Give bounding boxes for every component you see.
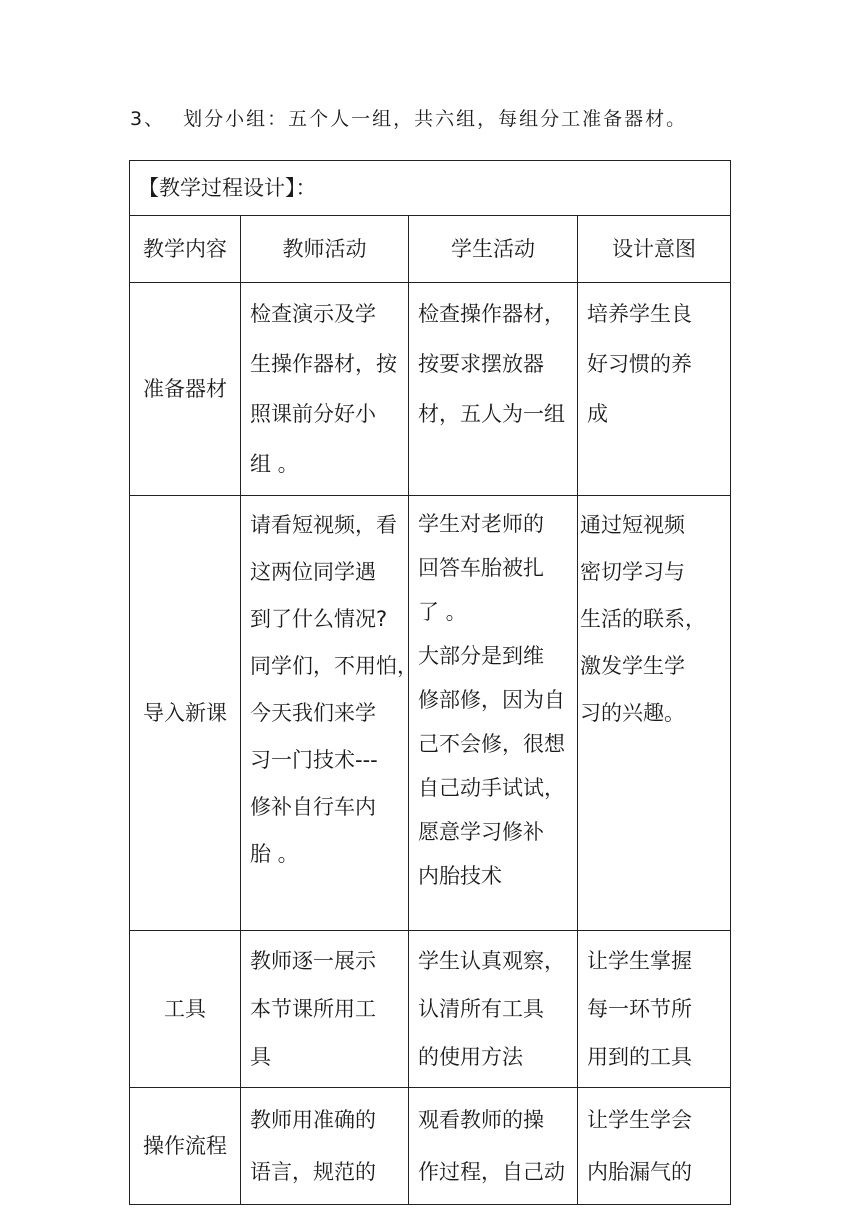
text-line: 教师用准确的 xyxy=(250,1108,376,1132)
design-intent xyxy=(578,1088,731,1205)
header-content: 教学内容 xyxy=(130,216,241,283)
text-line: 检查演示及学 xyxy=(250,302,376,326)
text-line: 请看短视频，看 xyxy=(250,513,397,537)
text-line: 语言，规范的 xyxy=(250,1160,376,1184)
text-line: 激发学生学 xyxy=(580,654,685,678)
text-line: 材，五人为一组 xyxy=(418,402,565,426)
student-activity xyxy=(409,1088,578,1205)
text-line: 修部修，因为自 xyxy=(418,688,565,712)
row-category: 操作流程 xyxy=(130,1088,241,1205)
text-line: 观看教师的操 xyxy=(418,1108,544,1132)
text-line: 每一环节所 xyxy=(587,997,692,1021)
text-line: 作过程，自己动 xyxy=(418,1160,565,1184)
text-line: 培养学生良 xyxy=(587,302,692,326)
header-student: 学生活动 xyxy=(409,216,578,283)
teacher-activity xyxy=(241,496,418,931)
teacher-activity xyxy=(241,1088,409,1205)
text-line: 认清所有工具 xyxy=(418,997,544,1021)
text-line: 同学们，不用怕， xyxy=(250,654,418,678)
table-header-row xyxy=(130,216,731,283)
text-line: 生活的联系， xyxy=(580,607,706,631)
text-line: 检查操作器材， xyxy=(418,302,565,326)
text-line: 让学生学会 xyxy=(587,1108,692,1132)
text-line: 今天我们来学 xyxy=(250,701,376,725)
table-row xyxy=(130,496,731,931)
text-line: 习的兴趣。 xyxy=(580,701,685,725)
text-line: 让学生掌握 xyxy=(587,949,692,973)
text-line: 胎 。 xyxy=(250,842,299,866)
text-line: 愿意学习修补 xyxy=(418,820,544,844)
text-line: 组 。 xyxy=(250,452,299,476)
design-intent xyxy=(578,283,731,496)
intro-number: 3、 xyxy=(130,108,166,130)
text-line: 生操作器材，按 xyxy=(250,352,397,376)
intro-text: 划分小组：五个人一组，共六组，每组分工准备器材。 xyxy=(183,108,688,130)
table-title-row xyxy=(130,161,731,216)
student-activity xyxy=(409,283,578,496)
text-line: 自己动手试试， xyxy=(418,776,565,800)
text-line: 密切学习与 xyxy=(580,560,685,584)
text-line: 学生认真观察， xyxy=(418,949,565,973)
teacher-activity xyxy=(241,283,409,496)
table-row xyxy=(130,283,731,496)
text-line: 学生对老师的 xyxy=(418,512,544,536)
text-line: 教师逐一展示 xyxy=(250,949,376,973)
design-intent xyxy=(578,931,731,1088)
student-activity xyxy=(409,931,578,1088)
design-intent xyxy=(578,496,731,931)
text-line: 内胎技术 xyxy=(418,864,502,888)
row-category: 准备器材 xyxy=(130,283,241,496)
header-teacher: 教师活动 xyxy=(241,216,409,283)
text-line: 这两位同学遇 xyxy=(250,560,376,584)
table-title: 【教学过程设计】： xyxy=(130,161,731,216)
text-line: 好习惯的养 xyxy=(587,352,692,376)
text-line: 成 xyxy=(587,402,608,426)
table-row xyxy=(130,1088,731,1205)
text-line: 己不会修，很想 xyxy=(418,732,565,756)
row-category: 导入新课 xyxy=(130,496,241,931)
header-intent: 设计意图 xyxy=(578,216,731,283)
text-line: 习一门技术--- xyxy=(250,748,378,772)
student-activity xyxy=(409,496,578,931)
row-category: 工具 xyxy=(130,931,241,1088)
text-line: 的使用方法 xyxy=(418,1045,523,1069)
text-line: 按要求摆放器 xyxy=(418,352,544,376)
text-line: 回答车胎被扎 xyxy=(418,556,544,580)
table-row xyxy=(130,931,731,1088)
teacher-activity xyxy=(241,931,409,1088)
text-line: 通过短视频 xyxy=(580,513,685,537)
text-line: 到了什么情况? xyxy=(250,607,388,631)
text-line: 大部分是到维 xyxy=(418,644,544,668)
text-line: 修补自行车内 xyxy=(250,795,376,819)
teaching-process-table xyxy=(129,160,731,1205)
text-line: 用到的工具 xyxy=(587,1045,692,1069)
text-line: 了 。 xyxy=(418,600,467,624)
text-line: 内胎漏气的 xyxy=(587,1160,692,1184)
text-line: 具 xyxy=(250,1045,271,1069)
text-line: 照课前分好小 xyxy=(250,402,376,426)
intro-paragraph xyxy=(130,104,687,131)
text-line: 本节课所用工 xyxy=(250,997,376,1021)
